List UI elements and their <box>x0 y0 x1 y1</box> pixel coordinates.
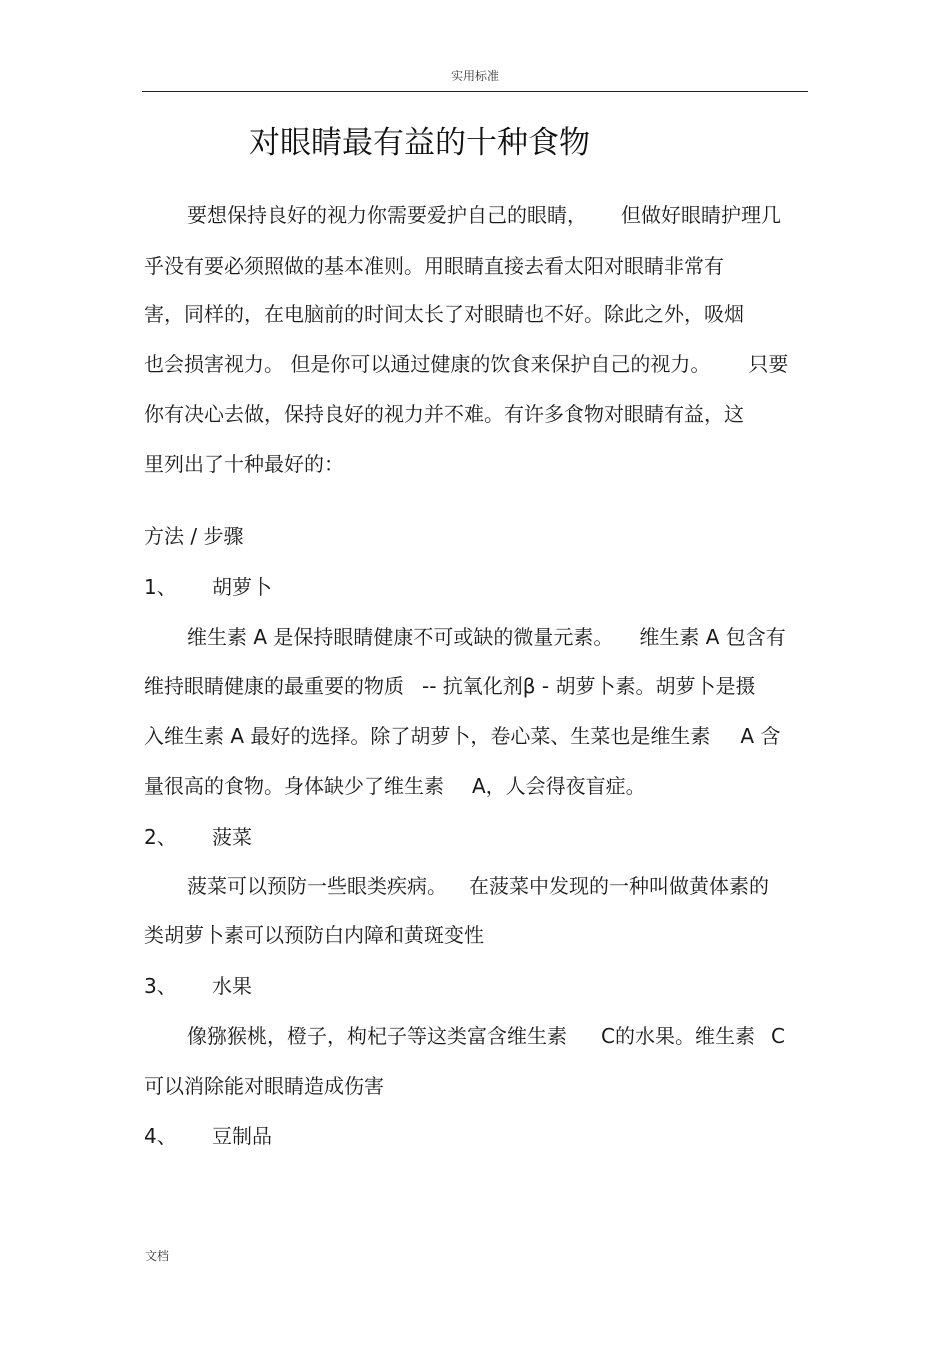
item-body-line <box>187 624 786 650</box>
intro-line: 害，同样的，在电脑前的时间太长了对眼睛也不好。除此之外，吸烟 <box>144 302 744 326</box>
item-text: 维持眼睛健康的最重要的物质 <box>144 674 404 698</box>
page-footer: 文档 <box>145 1249 170 1263</box>
item-text: 量很高的食物。身体缺少了维生素 <box>144 774 444 798</box>
item-text: 入维生素 A 最好的选择。除了胡萝卜，卷心菜、生菜也是维生素 <box>144 724 711 748</box>
intro-line: 里列出了十种最好的： <box>144 452 344 476</box>
document-title: 对眼睛最有益的十种食物 <box>249 125 590 161</box>
item-body-line <box>144 773 646 799</box>
item-name: 胡萝卜 <box>212 575 272 599</box>
item-text: C的水果。维生素 <box>601 1024 755 1048</box>
intro-line <box>144 351 788 377</box>
item-text: 维生素 A 是保持眼睛健康不可或缺的微量元素。 <box>187 625 614 649</box>
intro-text: 只要 <box>748 352 789 376</box>
method-heading: 方法 / 步骤 <box>144 524 244 548</box>
item-body-line <box>144 673 756 699</box>
intro-line: 乎没有要必须照做的基本准则。用眼睛直接去看太阳对眼睛非常有 <box>144 254 724 278</box>
item-body-line <box>144 723 780 749</box>
item-text: A，人会得夜盲症。 <box>472 774 646 798</box>
item-text: 菠菜可以预防一些眼类疾病。 <box>187 874 447 898</box>
item-number: 1、 <box>144 575 177 599</box>
intro-line: 你有决心去做，保持良好的视力并不难。有许多食物对眼睛有益，这 <box>144 402 744 426</box>
item-name: 菠菜 <box>212 825 252 849</box>
intro-text: 也会损害视力。 但是你可以通过健康的饮食来保护自己的视力。 <box>144 352 711 376</box>
item-text: -- 抗氧化剂β - 胡萝卜素。胡萝卜是摄 <box>422 674 756 698</box>
page-header: 实用标准 <box>450 69 499 83</box>
item-name: 水果 <box>212 974 252 998</box>
header-divider <box>142 91 808 92</box>
item-text: 像猕猴桃，橙子，枸杞子等这类富含维生素 <box>187 1024 567 1048</box>
intro-text: 要想保持良好的视力你需要爱护自己的眼睛， <box>187 203 587 227</box>
item-body-line <box>187 873 769 899</box>
item-text: A 含 <box>740 724 781 748</box>
item-number: 4、 <box>144 1124 177 1148</box>
item-body-line <box>187 1023 785 1049</box>
intro-text: 但做好眼睛护理几 <box>621 203 781 227</box>
item-name: 豆制品 <box>212 1124 272 1148</box>
item-number: 3、 <box>144 974 177 998</box>
item-text: 在菠菜中发现的一种叫做黄体素的 <box>469 874 769 898</box>
item-body-line: 可以消除能对眼睛造成伤害 <box>144 1074 384 1098</box>
item-body-line: 类胡萝卜素可以预防白内障和黄斑变性 <box>144 923 484 947</box>
item-text: C <box>770 1024 785 1048</box>
item-number: 2、 <box>144 825 177 849</box>
intro-line <box>187 202 781 228</box>
item-text: 维生素 A 包含有 <box>639 625 786 649</box>
